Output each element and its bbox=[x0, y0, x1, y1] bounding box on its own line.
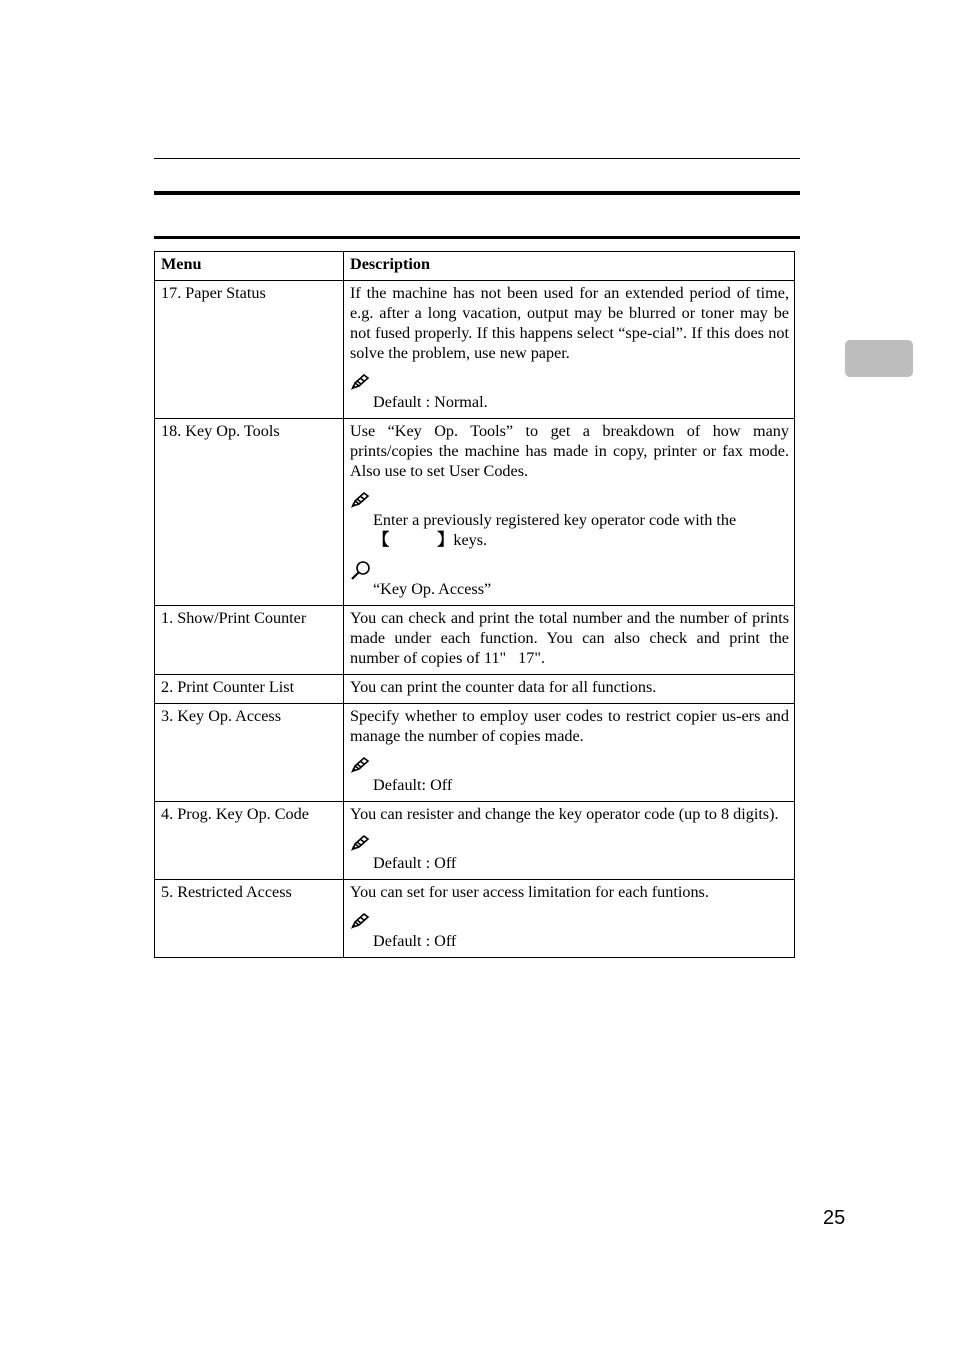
description-text: If the machine has not been used for an extended period of time, e.g. after a long vacation, output may be blurred or toner may be not fused properly. If this happens select “spe-cial”. If this does not solve the problem, use new paper. bbox=[350, 284, 789, 362]
settings-table bbox=[154, 251, 795, 958]
key-bracket-close: 】 bbox=[437, 531, 454, 549]
description-end: 17". bbox=[518, 649, 545, 667]
header-rule-thick bbox=[154, 191, 800, 195]
pencil-note-icon bbox=[350, 912, 789, 932]
menu-cell: 2. Print Counter List bbox=[155, 675, 344, 704]
description-cell bbox=[344, 281, 795, 419]
menu-cell: 4. Prog. Key Op. Code bbox=[155, 802, 344, 880]
description-text: You can print the counter data for all functions. bbox=[350, 678, 657, 696]
description-cell bbox=[344, 606, 795, 675]
description-cell bbox=[344, 704, 795, 802]
note-block bbox=[350, 491, 789, 550]
description-text: Use “Key Op. Tools” to get a breakdown of how many prints/copies the machine has made in copy, printer or fax mode. Also use to set User Codes. bbox=[350, 422, 789, 480]
header-rule-thin bbox=[154, 158, 800, 159]
description-text bbox=[350, 608, 789, 668]
magnifier-reference-icon bbox=[350, 560, 789, 580]
header-menu: Menu bbox=[155, 252, 344, 281]
pencil-note-icon bbox=[350, 834, 789, 854]
menu-cell: 18. Key Op. Tools bbox=[155, 419, 344, 606]
reference-text: “Key Op. Access” bbox=[373, 580, 492, 598]
table-row bbox=[155, 802, 795, 880]
menu-cell: 1. Show/Print Counter bbox=[155, 606, 344, 675]
description-text: You can set for user access limitation for each funtions. bbox=[350, 883, 709, 901]
menu-cell: 17. Paper Status bbox=[155, 281, 344, 419]
table-row bbox=[155, 704, 795, 802]
table-header-row bbox=[155, 252, 795, 281]
note-text: Default: Off bbox=[373, 776, 453, 794]
description-text: You can resister and change the key operator code (up to 8 digits). bbox=[350, 805, 779, 823]
keys-suffix: keys. bbox=[453, 531, 488, 549]
note-block bbox=[350, 912, 789, 951]
description-text: Specify whether to employ user codes to restrict copier us-ers and manage the number of copies made. bbox=[350, 707, 789, 745]
menu-cell: 3. Key Op. Access bbox=[155, 704, 344, 802]
note-text: Default : Off bbox=[373, 854, 457, 872]
note-block bbox=[350, 373, 789, 412]
description-start: You can check and print the total number and the number of prints made under each function. You can also check and print the number of copies of 11" bbox=[350, 609, 789, 667]
pencil-note-icon bbox=[350, 491, 789, 511]
note-text: Default : Off bbox=[373, 932, 457, 950]
header-description: Description bbox=[344, 252, 795, 281]
pencil-note-icon bbox=[350, 373, 789, 393]
key-bracket-open: 【 bbox=[373, 531, 390, 549]
description-cell bbox=[344, 802, 795, 880]
menu-cell: 5. Restricted Access bbox=[155, 880, 344, 958]
description-cell bbox=[344, 880, 795, 958]
table-row bbox=[155, 281, 795, 419]
description-cell bbox=[344, 419, 795, 606]
reference-block bbox=[350, 560, 789, 599]
table-row bbox=[155, 606, 795, 675]
table-row bbox=[155, 880, 795, 958]
page-number: 25 bbox=[823, 1207, 846, 1229]
note-keys-line bbox=[350, 530, 789, 550]
note-text: Default : Normal. bbox=[373, 393, 488, 411]
description-cell bbox=[344, 675, 795, 704]
table-row bbox=[155, 419, 795, 606]
section-rule bbox=[154, 236, 800, 239]
note-block bbox=[350, 834, 789, 873]
pencil-note-icon bbox=[350, 756, 789, 776]
table-row bbox=[155, 675, 795, 704]
note-text: Enter a previously registered key operator code with the bbox=[373, 511, 737, 529]
chapter-tab-marker bbox=[845, 340, 913, 377]
note-block bbox=[350, 756, 789, 795]
